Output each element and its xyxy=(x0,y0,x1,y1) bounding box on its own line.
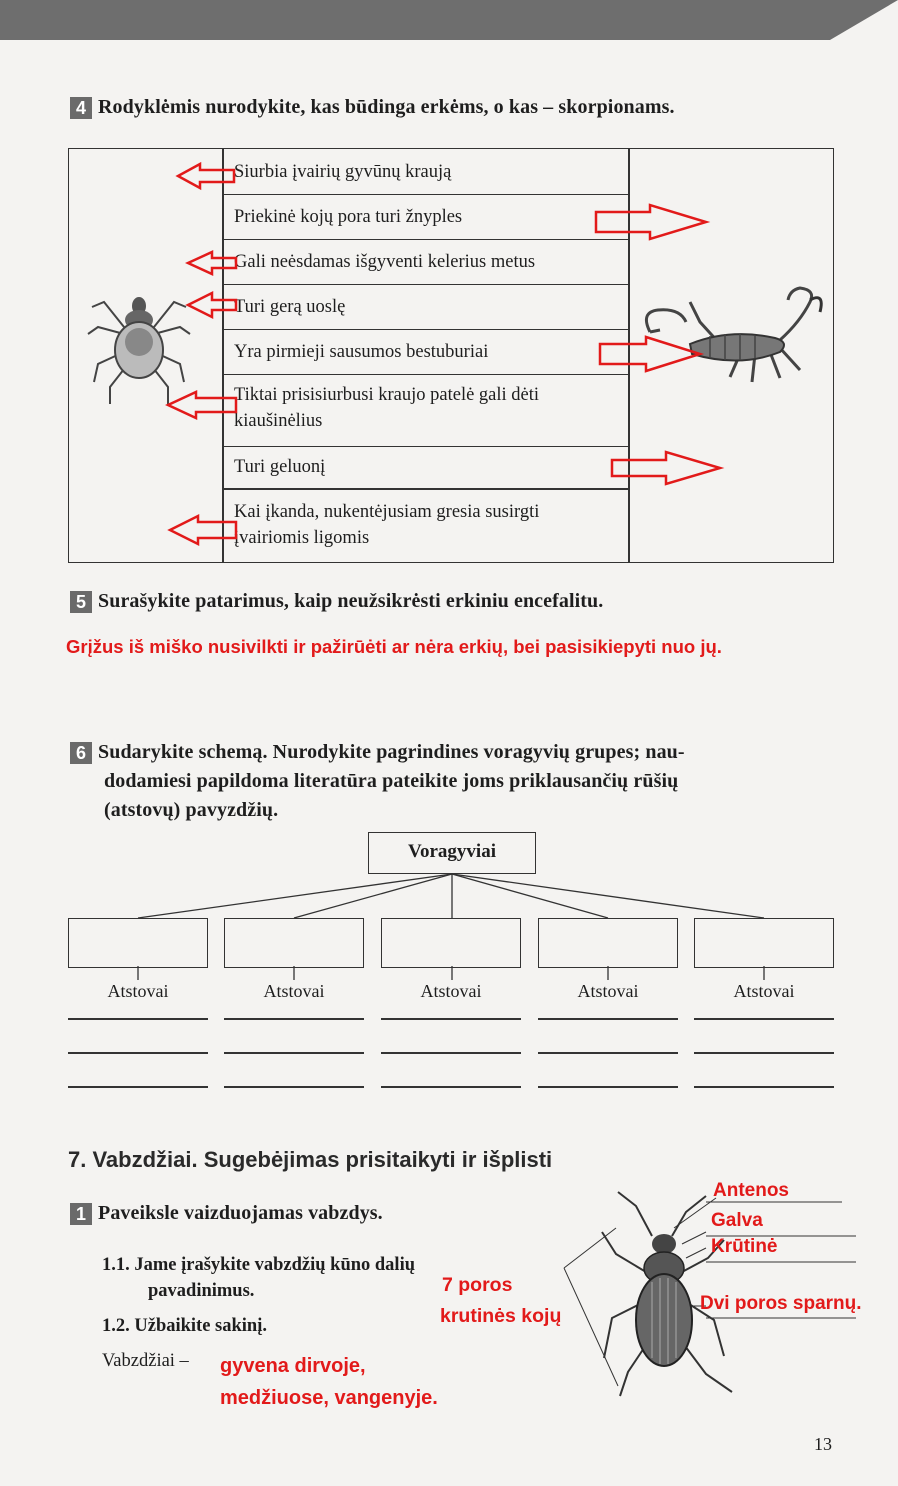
arrow-left-icon xyxy=(188,293,236,317)
s7-q11-line: pavadinimus. xyxy=(148,1281,255,1301)
s7-sentence-answer xyxy=(220,1350,438,1414)
q4-row: Siurbia įvairių gyvūnų kraują xyxy=(222,150,628,195)
label-kojos xyxy=(440,1270,561,1332)
q4-row: Tiktai prisisiurbusi kraujo patelė gali dėti kiaušinėlius xyxy=(222,375,628,447)
scheme-group-box xyxy=(694,918,834,968)
atstovai-label: Atstovai xyxy=(577,981,639,1001)
q6-title-line: dodamiesi papildoma literatūra pateikite joms priklausančių rūšių xyxy=(104,770,679,792)
q4-row: Gali neėsdamas išgyventi kelerius metus xyxy=(222,240,628,285)
q6-title-line: Sudarykite schemą. Nurodykite pagrindines voragyvių grupes; nau- xyxy=(98,741,685,763)
label-galva: Galva xyxy=(711,1210,763,1231)
q6-title xyxy=(70,738,836,825)
atstovai-label: Atstovai xyxy=(107,981,169,1001)
q4-answer-arrows xyxy=(0,0,898,600)
q5-title xyxy=(70,590,603,613)
atstovai-label: Atstovai xyxy=(420,981,482,1001)
s7-q1-title-text: Paveiksle vaizduojamas vabzdys. xyxy=(98,1202,383,1224)
arrow-right-icon xyxy=(600,337,700,371)
q6-number: 6 xyxy=(70,742,92,764)
s7-sentence-start: Vabzdžiai – xyxy=(102,1351,189,1371)
s7-q11 xyxy=(102,1252,415,1304)
q5-answer: Grįžus iš miško nusivilkti ir pažirūėti ar nėra erkių, bei pasisikiepyti nuo jų. xyxy=(66,636,722,657)
s7-q12: 1.2. Užbaikite sakinį. xyxy=(102,1316,267,1336)
s7-q11-line: 1.1. Jame įrašykite vabzdžių kūno dalių xyxy=(102,1255,416,1275)
label-kojos-line: krutinės kojų xyxy=(440,1305,562,1327)
s7-q1-number: 1 xyxy=(70,1203,92,1225)
arrow-right-icon xyxy=(612,452,720,484)
scheme-root-box: Voragyviai xyxy=(368,832,536,874)
s7-answer-line: medžiuose, vangenyje. xyxy=(220,1387,438,1409)
atstovai-label: Atstovai xyxy=(263,981,325,1001)
q4-number: 4 xyxy=(70,97,92,119)
arrow-left-icon xyxy=(188,252,236,274)
s7-q1-title xyxy=(70,1202,383,1225)
arrow-left-icon xyxy=(168,392,236,418)
q4-row: Kai įkanda, nukentėjusiam gresia susirgti įvairiomis ligomis xyxy=(222,489,628,563)
label-sparnai: Dvi poros sparnų. xyxy=(700,1293,862,1314)
section-7-heading: 7. Vabzdžiai. Sugebėjimas prisitaikyti ir išplisti xyxy=(68,1147,553,1172)
label-antenos: Antenos xyxy=(713,1180,789,1201)
q5-title-text: Surašykite patarimus, kaip neužsikrėsti erkiniu encefalitu. xyxy=(98,590,604,612)
scheme-group-box xyxy=(538,918,678,968)
q4-row: Turi geluonį xyxy=(222,447,628,489)
page-number: 13 xyxy=(814,1434,832,1454)
q4-row: Yra pirmieji sausumos bestuburiai xyxy=(222,330,628,375)
label-krutine: Krūtinė xyxy=(711,1236,778,1257)
scheme-group-box xyxy=(224,918,364,968)
scheme-group-box xyxy=(68,918,208,968)
atstovai-label: Atstovai xyxy=(733,981,795,1001)
label-kojos-line: 7 poros xyxy=(442,1274,513,1296)
q4-row: Turi gerą uoslę xyxy=(222,285,628,330)
q6-title-line: (atstovų) pavyzdžių. xyxy=(104,799,279,821)
s7-answer-line: gyvena dirvoje, xyxy=(220,1355,366,1377)
arrow-right-icon xyxy=(596,205,706,239)
q4-title-text: Rodyklėmis nurodykite, kas būdinga erkėms, o kas – skorpionams. xyxy=(98,96,675,118)
q5-number: 5 xyxy=(70,591,92,613)
scheme-group-box xyxy=(381,918,521,968)
q4-row: Priekinė kojų pora turi žnyples xyxy=(222,195,628,240)
scheme-group-ticks xyxy=(0,966,898,982)
arrow-left-icon xyxy=(170,516,236,544)
arrow-left-icon xyxy=(178,164,234,188)
